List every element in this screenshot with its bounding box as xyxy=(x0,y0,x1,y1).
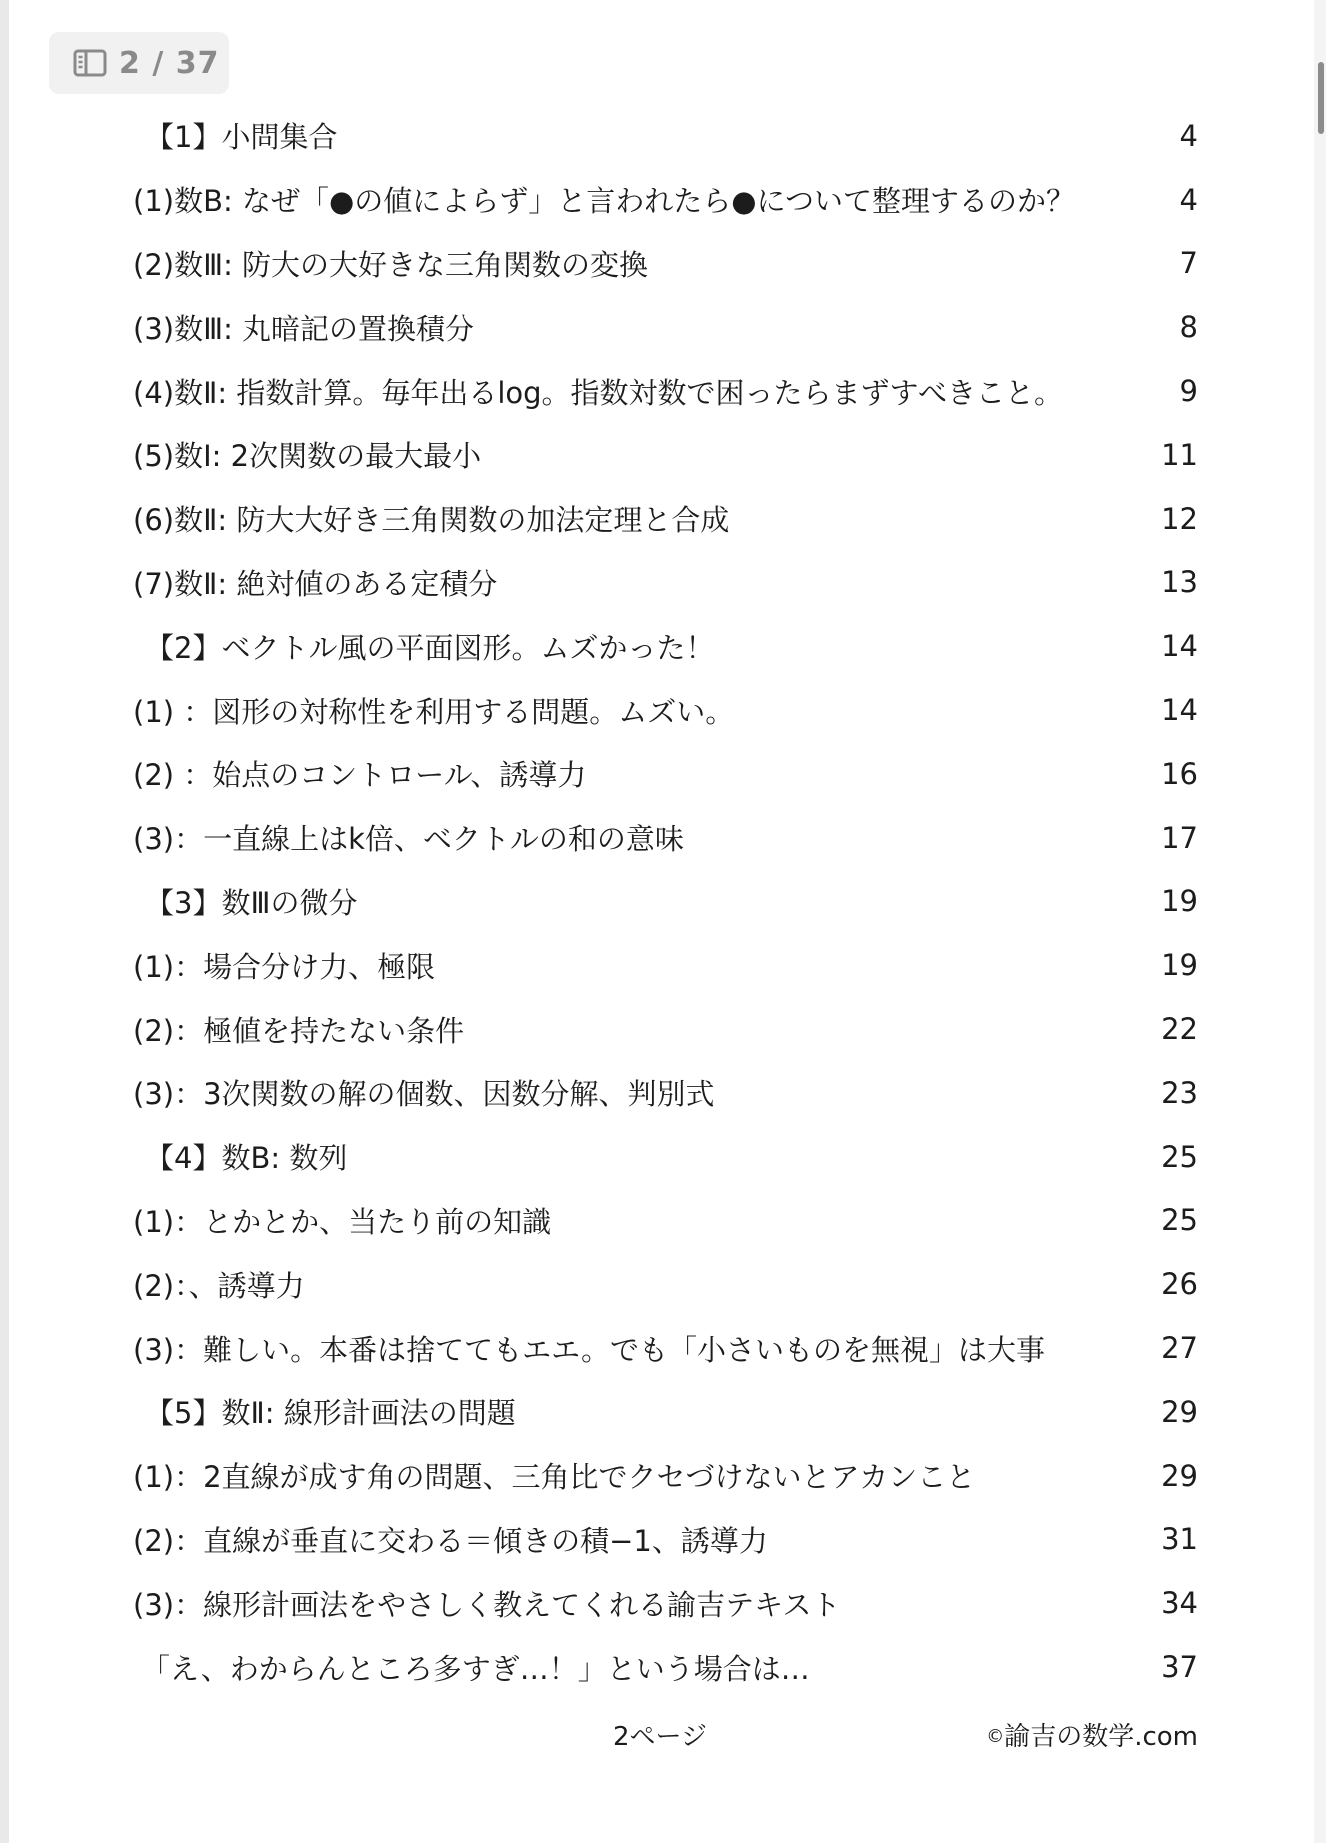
toc-entry-page: 11 xyxy=(1161,437,1198,472)
toc-entry[interactable] xyxy=(9,1635,1314,1699)
toc-entry-page: 17 xyxy=(1161,820,1198,855)
toc-entry-page: 26 xyxy=(1161,1267,1198,1302)
toc-entry-page: 13 xyxy=(1161,565,1198,600)
toc-entry[interactable] xyxy=(9,359,1314,423)
toc-entry[interactable] xyxy=(9,551,1314,615)
toc-entry-title: (3)：3次関数の解の個数、因数分解、判別式 xyxy=(133,1077,715,1112)
toc-entry-page: 25 xyxy=(1161,1203,1198,1238)
toc-entry-page: 29 xyxy=(1161,1394,1198,1429)
toc-entry[interactable] xyxy=(9,487,1314,551)
copyright-symbol: © xyxy=(986,1726,1005,1747)
toc-entry-page: 37 xyxy=(1161,1650,1198,1685)
toc-entry-page: 7 xyxy=(1179,246,1198,281)
page-footer xyxy=(9,1716,1314,1756)
toc-entry-page: 14 xyxy=(1161,693,1198,728)
toc-entry[interactable] xyxy=(9,1571,1314,1635)
vertical-scrollbar[interactable] xyxy=(1314,0,1326,1843)
toc-entry-title: 【3】数Ⅲの微分 xyxy=(145,885,358,920)
toc-entry-page: 23 xyxy=(1161,1075,1198,1110)
toc-entry-title: (3)：一直線上はk倍、ベクトルの和の意味 xyxy=(133,822,684,857)
toc-entry-title: (1)：2直線が成す角の問題、三角比でクセづけないとアカンこと xyxy=(133,1460,976,1495)
toc-entry-page: 25 xyxy=(1161,1139,1198,1174)
toc-entry[interactable] xyxy=(9,1508,1314,1572)
scrollbar-thumb[interactable] xyxy=(1318,62,1324,134)
toc-entry-page: 4 xyxy=(1179,118,1198,153)
toc-entry-title: 【2】ベクトル風の平面図形。ムズかった！ xyxy=(145,630,715,665)
toc-entry-title: (1) ：図形の対称性を利用する問題。ムズい。 xyxy=(133,694,735,729)
toc-entry[interactable] xyxy=(9,614,1314,678)
toc-entry[interactable] xyxy=(9,423,1314,487)
toc-entry-page: 9 xyxy=(1179,374,1198,409)
table-of-contents xyxy=(9,104,1314,1699)
toc-entry-page: 19 xyxy=(1161,948,1198,983)
toc-entry[interactable] xyxy=(9,1252,1314,1316)
toc-entry-title: (2) ：始点のコントロール、誘導力 xyxy=(133,758,587,793)
toc-entry-title: (1)：場合分け力、極限 xyxy=(133,949,436,984)
sidebar-panel-icon xyxy=(73,49,107,77)
footer-page-label: 2ページ xyxy=(613,1722,708,1752)
toc-entry[interactable] xyxy=(9,295,1314,359)
toc-entry-title: (2)：、誘導力 xyxy=(133,1268,305,1303)
toc-entry-title: (5)数Ⅰ: 2次関数の最大最小 xyxy=(133,439,482,474)
toc-entry[interactable] xyxy=(9,168,1314,232)
toc-entry-title: (7)数Ⅱ: 絶対値のある定積分 xyxy=(133,566,498,601)
toc-entry[interactable] xyxy=(9,678,1314,742)
toc-entry-page: 8 xyxy=(1179,310,1198,345)
toc-entry[interactable] xyxy=(9,997,1314,1061)
toc-entry-title: (2)：極値を持たない条件 xyxy=(133,1013,465,1048)
toc-entry[interactable] xyxy=(9,933,1314,997)
toc-entry-title: 【4】数B: 数列 xyxy=(145,1141,348,1176)
toc-entry-title: 【5】数Ⅱ: 線形計画法の問題 xyxy=(145,1396,516,1431)
toc-entry-title: (2)数Ⅲ: 防大の大好きな三角関数の変換 xyxy=(133,247,649,282)
toc-entry-page: 16 xyxy=(1161,756,1198,791)
toc-entry-page: 12 xyxy=(1161,501,1198,536)
toc-entry[interactable] xyxy=(9,104,1314,168)
toc-entry[interactable] xyxy=(9,1061,1314,1125)
toc-entry[interactable] xyxy=(9,870,1314,934)
document-page xyxy=(9,0,1314,1843)
toc-entry-title: (1)：とかとか、当たり前の知識 xyxy=(133,1204,552,1239)
toc-entry-title: 【1】小問集合 xyxy=(145,120,338,155)
toc-entry[interactable] xyxy=(9,1380,1314,1444)
toc-entry-page: 19 xyxy=(1161,884,1198,919)
toc-entry-page: 34 xyxy=(1161,1586,1198,1621)
toc-entry-page: 14 xyxy=(1161,629,1198,664)
toc-entry-title: (1)数B: なぜ「●の値によらず」と言われたら●について整理するのか？ xyxy=(133,184,1075,219)
toc-entry-title: (2)：直線が垂直に交わる＝傾きの積−1、誘導力 xyxy=(133,1523,768,1558)
toc-entry-page: 29 xyxy=(1161,1458,1198,1493)
toc-entry-title: (6)数Ⅱ: 防大大好き三角関数の加法定理と合成 xyxy=(133,503,730,538)
toc-entry[interactable] xyxy=(9,1316,1314,1380)
toc-entry[interactable] xyxy=(9,1125,1314,1189)
footer-site-name: 諭吉の数学.com xyxy=(1004,1722,1198,1752)
toc-entry-title: (3)：難しい。本番は捨ててもエエ。でも「小さいものを無視」は大事 xyxy=(133,1332,1045,1367)
footer-copyright xyxy=(986,1716,1198,1753)
toc-entry-page: 31 xyxy=(1161,1522,1198,1557)
toc-entry[interactable] xyxy=(9,232,1314,296)
page-indicator-button[interactable] xyxy=(49,32,229,94)
toc-entry-title: (3)数Ⅲ: 丸暗記の置換積分 xyxy=(133,311,475,346)
toc-entry[interactable] xyxy=(9,1189,1314,1253)
toc-entry-page: 4 xyxy=(1179,182,1198,217)
toc-entry-page: 22 xyxy=(1161,1012,1198,1047)
toc-entry-title: 「え、わからんところ多すぎ…！」という場合は… xyxy=(141,1651,810,1686)
toc-entry[interactable] xyxy=(9,806,1314,870)
toc-entry-title: (3)：線形計画法をやさしく教えてくれる諭吉テキスト xyxy=(133,1587,841,1622)
page-indicator-text: 2 / 37 xyxy=(119,45,220,81)
toc-entry[interactable] xyxy=(9,1444,1314,1508)
toc-entry-page: 27 xyxy=(1161,1331,1198,1366)
toc-entry-title: (4)数Ⅱ: 指数計算。毎年出るlog。指数対数で困ったらまずすべきこと。 xyxy=(133,375,1063,410)
toc-entry[interactable] xyxy=(9,742,1314,806)
